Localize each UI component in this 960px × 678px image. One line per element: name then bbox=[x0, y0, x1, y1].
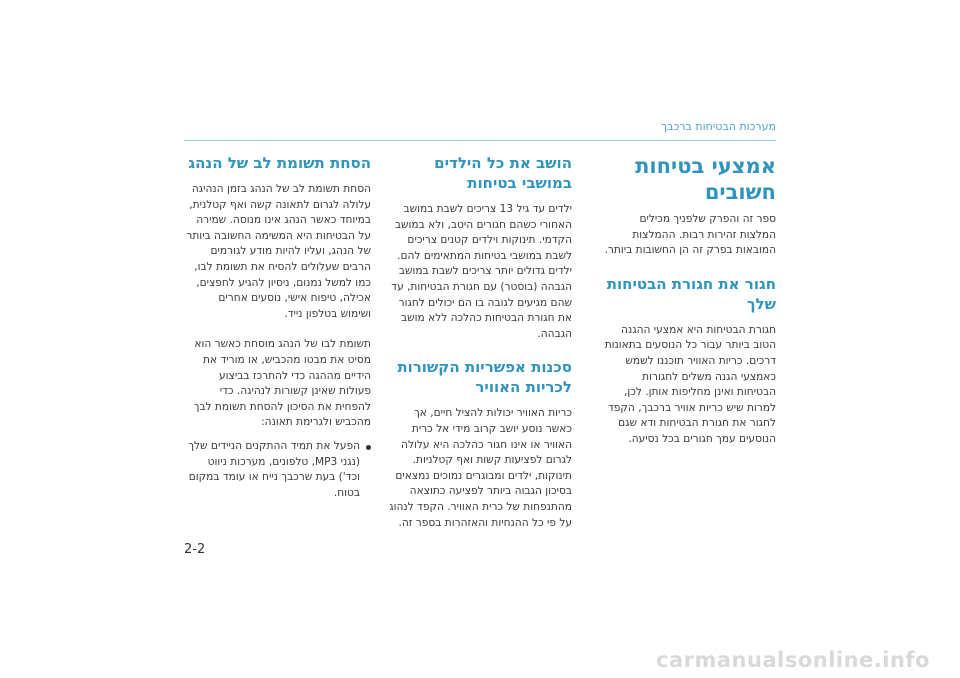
page-number: 2-2 bbox=[184, 542, 206, 557]
airbag-hazards-heading: סכנות אפשריות הקשורות לכריות האוויר bbox=[397, 358, 572, 397]
child-seats-paragraph: ילדים עד גיל 13 צריכים לשבת במושב האחורי כשהם חגורים היטב, ולא במושב הקדמי. תינוקות וילדים קטנים צריכים לשבת במושבי בטיחות המתאימים להם. ילדים גדולים יותר צריכים לשבת במושב הגבהה (בוסטר) עם חגורת הבטיחות, עד שהם מגיעים לגובה בו הם יכולים לחגור את חגורת הבטיחות כהלכה ללא מושב הגבהה. bbox=[391, 203, 572, 340]
header-divider bbox=[184, 140, 776, 141]
intro-paragraph: ספר זה והפרק שלפניך מכילים המלצות זהירות רבות. ההמלצות המובאות בפרק זה הן החשובות ביותר. bbox=[604, 213, 776, 257]
bullet-text: הפעל את תמיד ההתקנים הניידים שלך (נגני MP3, טלפונים, מערכות ניווט וכד') בעת שרכבך נייח או עומד במקום בטוח. bbox=[188, 439, 360, 499]
bullet-dot-icon bbox=[366, 445, 371, 450]
seatbelt-paragraph: חגורת הבטיחות היא אמצעי ההגנה הטוב ביותר עבור כל הנוסעים בתאונות דרכים. כריות האוויר תוכננו לשמש כאמצעי הגנה משלים לחגורות הבטיחות ואינן מחליפות אותן. לכן, למרות שיש כריות אוויר ברכבך, הקפד לחגור את חגורת הבטיחות ודא שגם הנוסעים עמך חגורים בכל נסיעה. bbox=[604, 323, 776, 445]
distraction-paragraph-2: תשומת לבו של הנהג מוסחת כאשר הוא מסיט את מבטו מהכביש, או מוריד את הידיים מההגה כדי להתרכז בביצוע פעולות שאינן קשורות לנהיגה. כדי להפחית את הסיכון להסחת תשומת לבך מהכביש ולגרימת תאונה: bbox=[193, 338, 371, 429]
distraction-heading: הסחת תשומת לב של הנהג bbox=[188, 154, 371, 172]
bullet-item bbox=[185, 439, 371, 501]
airbag-hazards-paragraph: כריות האוויר יכולות להציל חיים, אך כאשר נוסע יושב קרוב מידי אל כרית האוויר או אינו חגור כהלכה היא עלולה לגרום לפציעות קשות ואף קטלניות. תינוקות, ילדים ומבוגרים נמוכים נמצאים בסיכון הגבוה ביותר לפציעה כתוצאה מהתנפחות של כרית האוויר. הקפד לנהוג על פי כל ההנחיות והאזהרות בספר זה. bbox=[389, 407, 572, 529]
distraction-paragraph-1: הסחת תשומת לב של הנהג בזמן הנהיגה עלולה לגרום לתאונה קשה ואף קטלנית, במיוחד כאשר הנהג אינו מנוסה. שמירה על הבטיחות היא המשימה החשובה ביותר של הנהג, ועליו להיות מודע לגורמים הרבים שעלולים להסיח את תשומת לבו, כמו למשל נמנום, ניסיון להגיע לחפצים, אכילה, טיפוח אישי, נוסעים אחרים ושימוש בטלפון נייד. bbox=[186, 183, 371, 320]
child-seats-heading: הושב את כל הילדים במושבי בטיחות bbox=[434, 154, 572, 192]
header-section-title: מערכות הבטיחות ברכבך bbox=[661, 120, 776, 133]
page-title: אמצעי בטיחות חשובים bbox=[635, 154, 776, 204]
column-1 bbox=[602, 153, 776, 448]
watermark: carmanualsonline.info bbox=[656, 648, 930, 672]
column-3 bbox=[185, 153, 371, 501]
column-2 bbox=[388, 153, 572, 531]
seatbelt-heading: חגור את חגורת הבטיחות שלך bbox=[606, 274, 776, 313]
